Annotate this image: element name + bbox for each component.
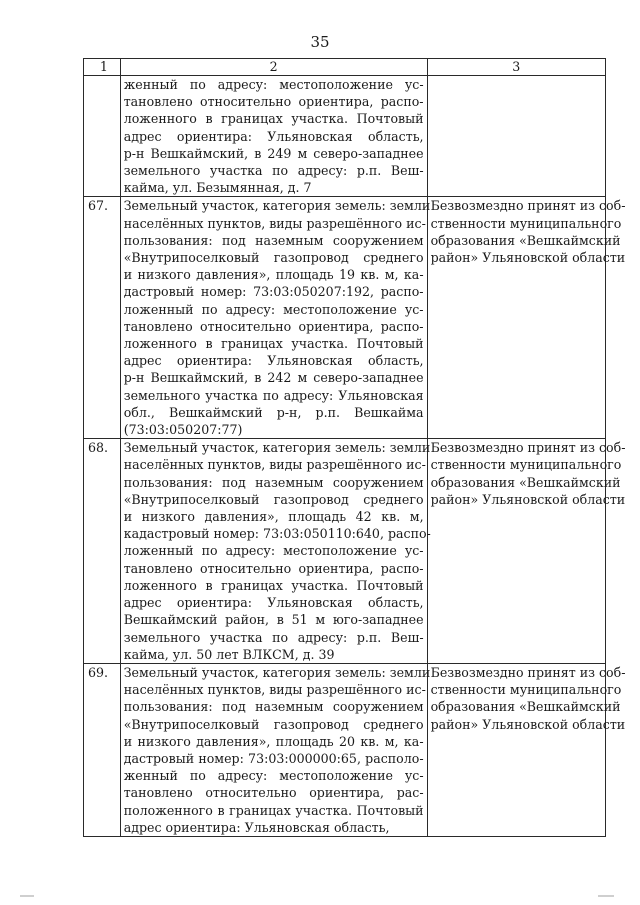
text-line: тановлено относительно ориентира, распо- xyxy=(123,318,424,334)
text-line: ственности муниципального xyxy=(430,457,622,473)
text-line: населённых пунктов, виды разрешённого ис- xyxy=(123,682,426,698)
text-line: ложенного в границах участка. Почтовый xyxy=(123,336,424,352)
text-line: «Внутрипоселковый газопровод среднего xyxy=(123,716,424,732)
property-description xyxy=(120,197,431,439)
text-line: положенного в границах участка. Почтовый xyxy=(123,802,424,818)
text-line: тановлено относительно ориентира, рас- xyxy=(123,785,424,801)
text-line: адрес ориентира: Ульяновская область, xyxy=(123,128,424,144)
property-description xyxy=(120,663,431,836)
text-line: пользования: под наземным сооружением xyxy=(123,699,424,715)
scan-artifact xyxy=(20,895,34,897)
text-line: земельного участка по адресу: р.п. Веш- xyxy=(123,163,424,179)
page-number: 35 xyxy=(310,33,330,51)
text-line: земельного участка по адресу: р.п. Веш- xyxy=(123,629,424,645)
text-line: Земельный участок, категория земель: земли xyxy=(123,198,431,214)
text-line: (73:03:050207:77) xyxy=(123,422,243,438)
text-line: ственности муниципального xyxy=(430,215,622,231)
continuation-desc-cell xyxy=(120,76,427,197)
text-line: адрес ориентира: Ульяновская область, xyxy=(123,595,424,611)
column-header-2: 2 xyxy=(120,59,427,76)
property-table xyxy=(83,58,626,837)
acquisition-basis xyxy=(427,439,626,664)
text-line: земельного участка по адресу: Ульяновская xyxy=(123,387,424,403)
text-line: район» Ульяновской области xyxy=(430,250,626,266)
text-line: образования «Вешкаймский xyxy=(430,474,621,490)
column-header-row xyxy=(84,59,606,76)
text-line: «Внутрипоселковый газопровод среднего xyxy=(123,250,424,266)
text-line: кадастровый номер: 73:03:050110:640, распо- xyxy=(123,526,431,542)
row-number: 67. xyxy=(84,197,121,439)
text-line: образования «Вешкаймский xyxy=(430,232,621,248)
text-line: «Внутрипоселковый газопровод среднего xyxy=(123,491,424,507)
continuation-row xyxy=(84,76,606,197)
text-line: образования «Вешкаймский xyxy=(430,699,621,715)
property-description xyxy=(120,439,431,664)
text-line: ложенного в границах участка. Почтовый xyxy=(123,577,424,593)
text-line: тановлено относительно ориентира, распо- xyxy=(123,560,424,576)
text-line: и низкого давления», площадь 42 кв. м, xyxy=(123,509,424,525)
text-line: ственности муниципального xyxy=(430,682,622,698)
text-line: дастровый номер: 73:03:050207:192, распо- xyxy=(123,284,424,300)
scan-artifact xyxy=(598,895,614,897)
text-line: р-н Вешкаймский, в 242 м северо-западнее xyxy=(123,370,424,386)
text-line: адрес ориентира: Ульяновская область, xyxy=(123,819,390,835)
continuation-num-cell xyxy=(84,76,121,197)
text-line: и низкого давления», площадь 20 кв. м, ка- xyxy=(123,733,424,749)
text-line: пользования: под наземным сооружением xyxy=(123,474,424,490)
text-line: р-н Вешкаймский, в 249 м северо-западнее xyxy=(123,145,424,161)
column-header-1: 1 xyxy=(84,59,121,76)
text-line: Земельный участок, категория земель: земли xyxy=(123,440,431,456)
table-row xyxy=(84,197,606,439)
acquisition-basis xyxy=(427,663,626,836)
text-line: и низкого давления», площадь 19 кв. м, ка- xyxy=(123,267,424,283)
acquisition-basis xyxy=(427,197,626,439)
text-line: пользования: под наземным сооружением xyxy=(123,232,424,248)
text-line: населённых пунктов, виды разрешённого ис- xyxy=(123,457,426,473)
text-line: кайма, ул. Безымянная, д. 7 xyxy=(123,180,312,196)
table-body xyxy=(84,76,626,837)
table-row xyxy=(84,663,606,836)
text-line: женный по адресу: местоположение ус- xyxy=(123,77,424,92)
text-line: ложенный по адресу: местоположение ус- xyxy=(123,301,424,317)
text-line: ложенный по адресу: местоположение ус- xyxy=(123,543,424,559)
text-line: населённых пунктов, виды разрешённого ис- xyxy=(123,215,426,231)
row-number: 69. xyxy=(84,663,121,836)
text-line: ложенного в границах участка. Почтовый xyxy=(123,111,424,127)
text-line: Безвозмездно принят из соб- xyxy=(430,664,626,680)
text-line: Безвозмездно принят из соб- xyxy=(430,440,626,456)
text-line: Вешкаймский район, в 51 м юго-западнее xyxy=(123,612,424,628)
text-line: район» Ульяновской области xyxy=(430,716,626,732)
text-line: кайма, ул. 50 лет ВЛКСМ, д. 39 xyxy=(123,646,335,662)
text-line: Земельный участок, категория земель: земли xyxy=(123,664,431,680)
text-line: тановлено относительно ориентира, распо- xyxy=(123,94,424,110)
column-header-3: 3 xyxy=(427,59,605,76)
text-line: Безвозмездно принят из соб- xyxy=(430,198,626,214)
text-line: адрес ориентира: Ульяновская область, xyxy=(123,353,424,369)
text-line: дастровый номер: 73:03:000000:65, располо- xyxy=(123,750,424,766)
text-line: женный по адресу: местоположение ус- xyxy=(123,768,424,784)
row-number: 68. xyxy=(84,439,121,664)
text-line: обл., Вешкаймский р-н, р.п. Вешкайма xyxy=(123,404,424,420)
table-row xyxy=(84,439,606,664)
text-line: район» Ульяновской области xyxy=(430,491,626,507)
continuation-basis-cell xyxy=(427,76,605,197)
